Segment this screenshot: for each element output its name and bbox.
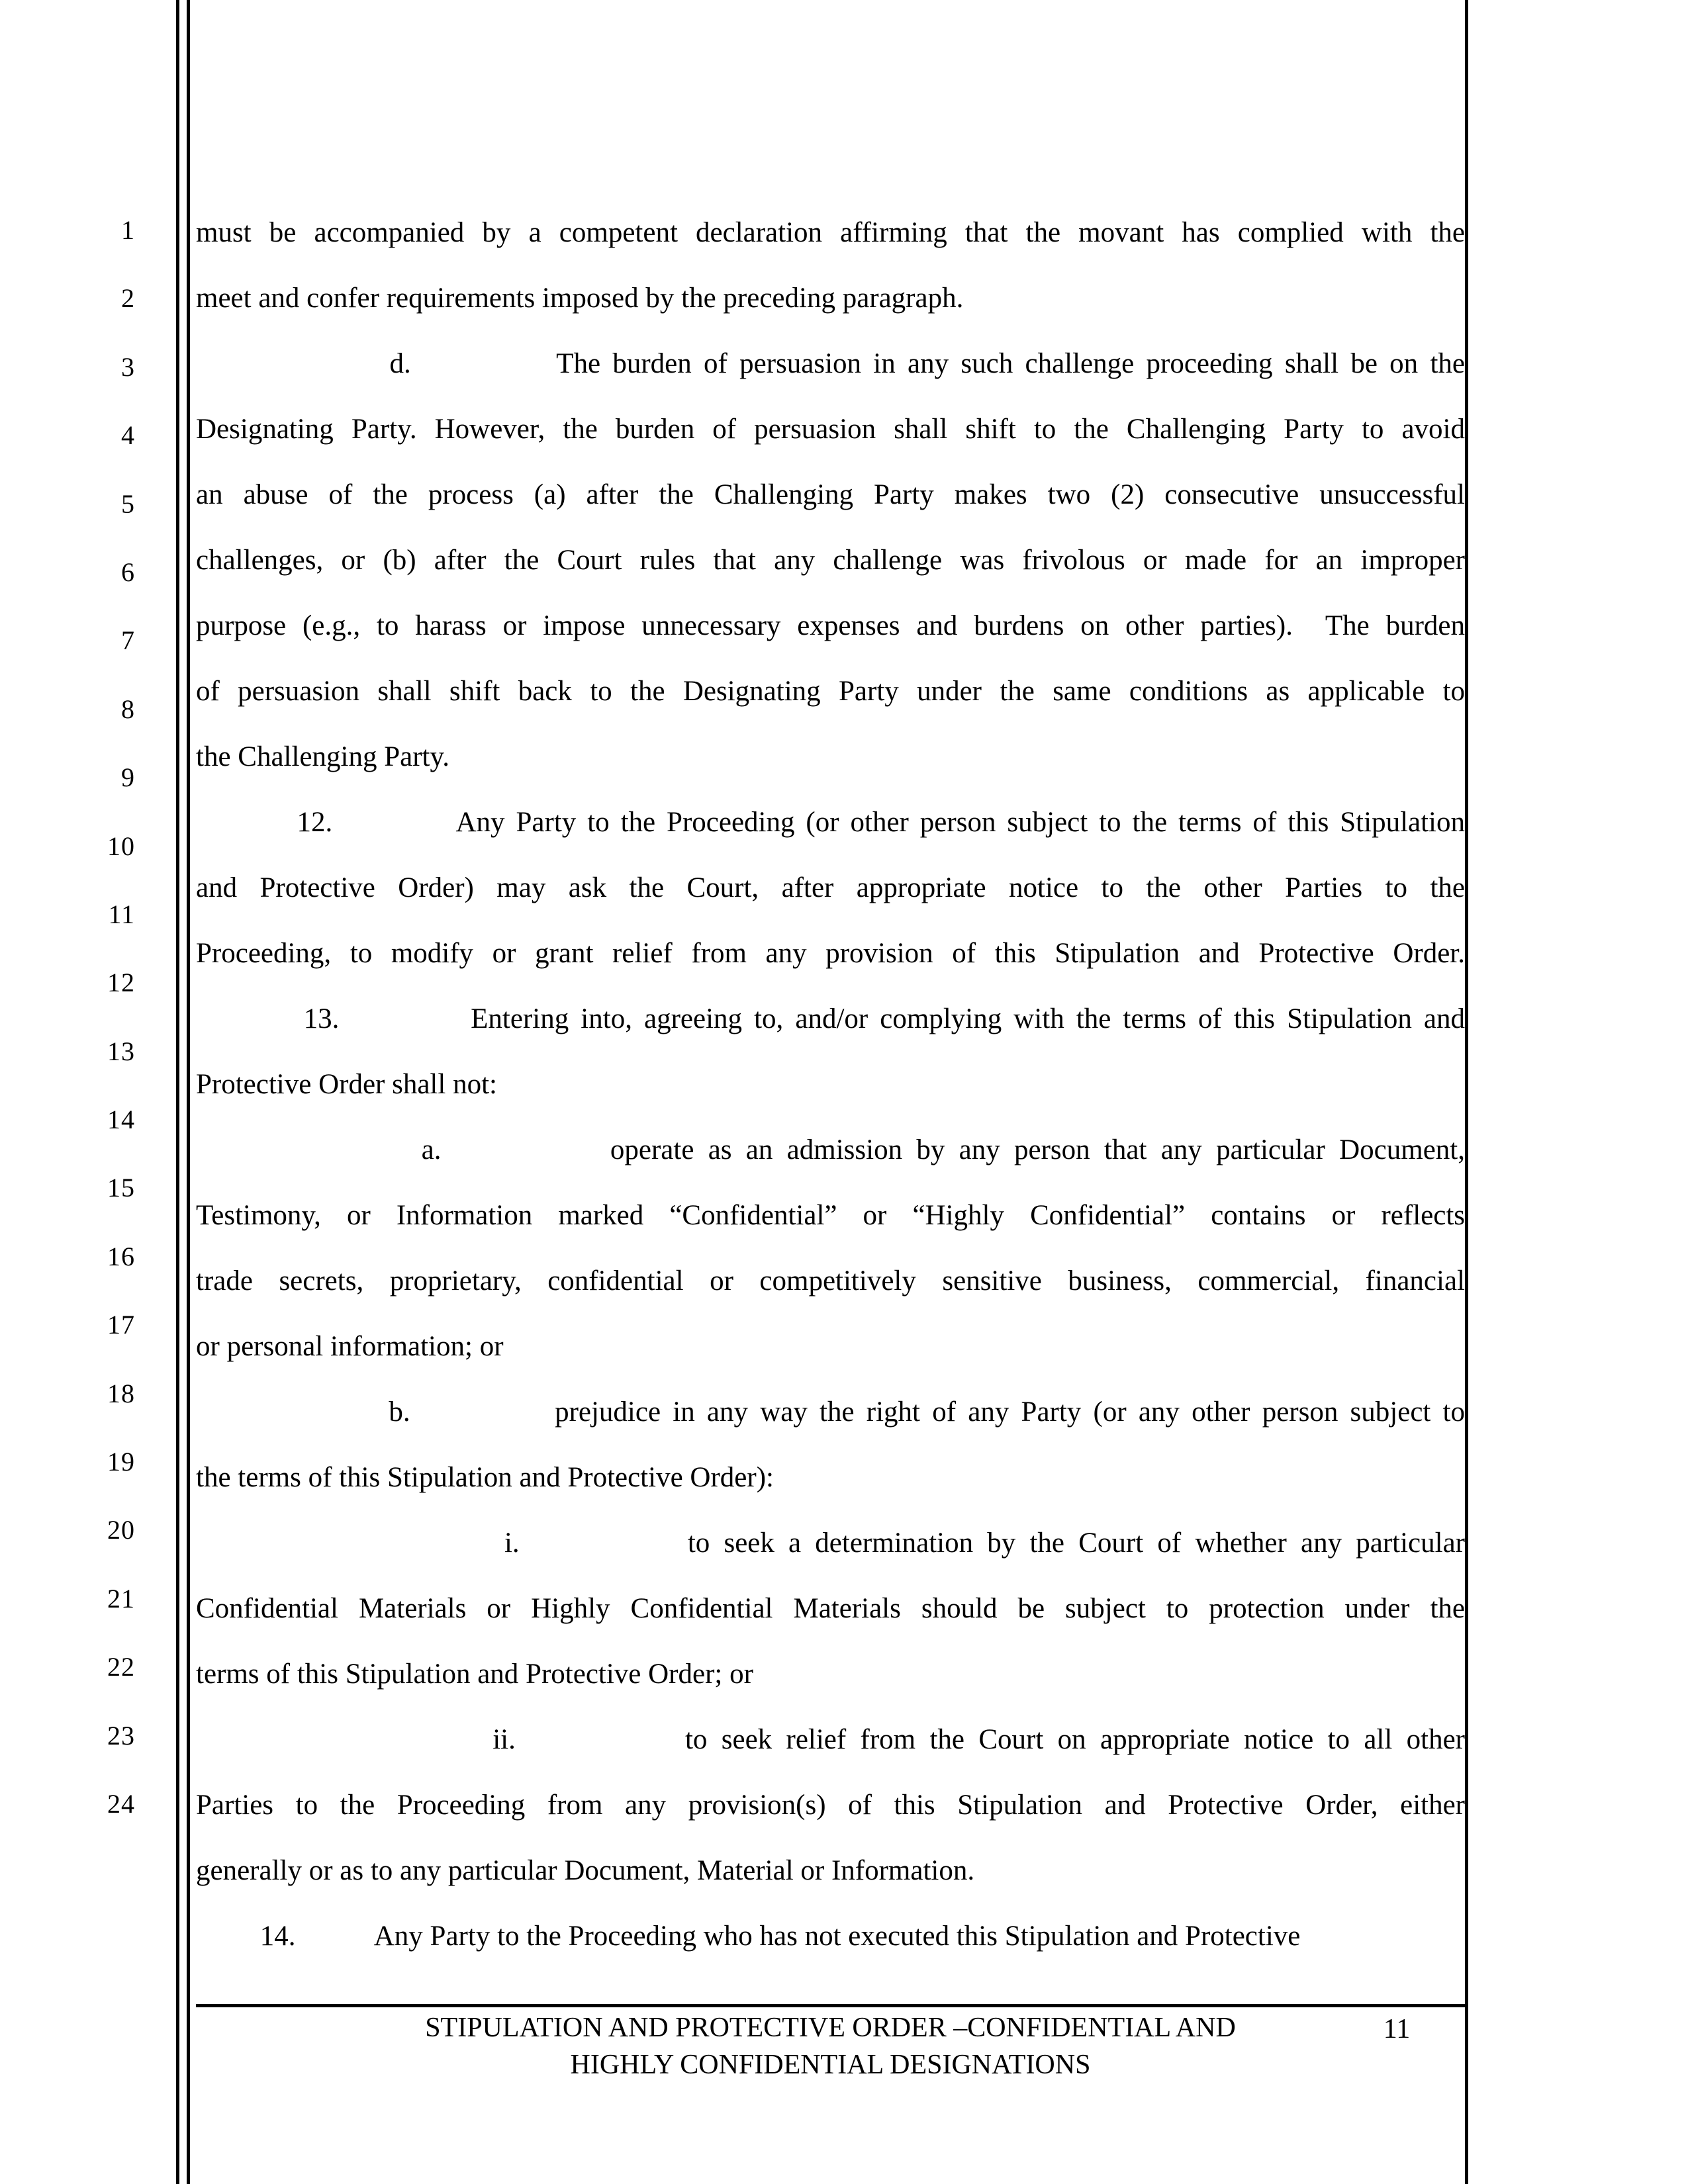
body-text-line: b. prejudice in any way the right of any Party (or any other person subject to xyxy=(196,1396,1465,1428)
body-text-line: ii. to seek relief from the Court on appropriate notice to all other xyxy=(196,1724,1465,1755)
body-text-line: trade secrets, proprietary, confidential or competitively sensitive business, commercial, financial xyxy=(196,1265,1465,1297)
line-number: 6 xyxy=(121,557,135,587)
line-number-gutter xyxy=(0,196,163,1838)
line-number: 9 xyxy=(121,762,135,793)
body-text-line: Parties to the Proceeding from any provision(s) of this Stipulation and Protective Order, either xyxy=(196,1790,1465,1821)
line-number: 18 xyxy=(107,1378,135,1408)
body-text-line: must be accompanied by a competent declaration affirming that the movant has complied with the xyxy=(196,217,1465,248)
line-number: 16 xyxy=(107,1241,135,1271)
body-text-line: purpose (e.g., to harass or impose unnecessary expenses and burdens on other parties). The burden xyxy=(196,610,1465,641)
line-number: 14 xyxy=(107,1105,135,1135)
line-number: 12 xyxy=(107,968,135,998)
body-text-line: Protective Order shall not: xyxy=(196,1069,497,1100)
line-number: 19 xyxy=(107,1447,135,1477)
footer-divider-rule xyxy=(196,2004,1465,2007)
footer-title-line-1: STIPULATION AND PROTECTIVE ORDER –CONFIDENTIAL AND xyxy=(425,2013,1236,2043)
footer-caption xyxy=(196,2009,1465,2083)
line-number: 7 xyxy=(121,625,135,656)
body-text-line: the terms of this Stipulation and Protective Order): xyxy=(196,1462,774,1493)
line-number: 20 xyxy=(107,1515,135,1545)
body-text-line: the Challenging Party. xyxy=(196,741,449,772)
line-number: 4 xyxy=(121,420,135,451)
left-outer-margin-rule xyxy=(176,0,179,2184)
body-text-line: of persuasion shall shift back to the Designating Party under the same conditions as applicable to xyxy=(196,676,1465,707)
body-text-line: Confidential Materials or Highly Confidential Materials should be subject to protection under the xyxy=(196,1593,1465,1624)
line-number: 11 xyxy=(108,899,135,929)
line-number: 2 xyxy=(121,283,135,314)
line-number: 15 xyxy=(107,1173,135,1203)
line-number: 24 xyxy=(107,1788,135,1819)
body-text-line: i. to seek a determination by the Court of whether any particular xyxy=(196,1527,1465,1559)
footer-title-line-2: HIGHLY CONFIDENTIAL DESIGNATIONS xyxy=(570,2050,1091,2080)
line-number: 22 xyxy=(107,1652,135,1682)
body-text-line: terms of this Stipulation and Protective Order; or xyxy=(196,1659,753,1690)
document-body-text xyxy=(196,200,1465,1969)
line-number: 3 xyxy=(121,351,135,382)
body-text-line: meet and confer requirements imposed by the preceding paragraph. xyxy=(196,283,964,314)
line-number: 21 xyxy=(107,1583,135,1614)
body-text-line: an abuse of the process (a) after the Challenging Party makes two (2) consecutive unsuccessful xyxy=(196,479,1465,510)
body-text-line: Designating Party. However, the burden of persuasion shall shift to the Challenging Party to avoid xyxy=(196,414,1465,445)
line-number: 13 xyxy=(107,1036,135,1066)
body-text-line: Testimony, or Information marked “Confidential” or “Highly Confidential” contains or reflects xyxy=(196,1200,1465,1231)
body-text-line: 14. Any Party to the Proceeding who has not executed this Stipulation and Protective xyxy=(196,1921,1301,1952)
body-text-line: 12. Any Party to the Proceeding (or other person subject to the terms of this Stipulation xyxy=(196,807,1465,838)
body-text-line: generally or as to any particular Document, Material or Information. xyxy=(196,1855,975,1886)
right-margin-rule xyxy=(1465,0,1468,2184)
left-inner-margin-rule xyxy=(187,0,190,2184)
line-number: 17 xyxy=(107,1310,135,1340)
body-text-line: d. The burden of persuasion in any such challenge proceeding shall be on the xyxy=(196,348,1465,379)
body-text-line: and Protective Order) may ask the Court, after appropriate notice to the other Parties to the xyxy=(196,872,1465,903)
line-number: 5 xyxy=(121,488,135,519)
body-text-line: or personal information; or xyxy=(196,1331,504,1362)
line-number: 23 xyxy=(107,1720,135,1751)
line-number: 1 xyxy=(121,215,135,245)
body-text-line: a. operate as an admission by any person that any particular Document, xyxy=(196,1134,1465,1165)
body-text-line: challenges, or (b) after the Court rules that any challenge was frivolous or made for an improper xyxy=(196,545,1465,576)
page-number: 11 xyxy=(1383,2014,1411,2044)
line-number: 8 xyxy=(121,694,135,724)
line-number: 10 xyxy=(107,831,135,861)
body-text-line: 13. Entering into, agreeing to, and/or complying with the terms of this Stipulation and xyxy=(196,1003,1465,1034)
body-text-line: Proceeding, to modify or grant relief from any provision of this Stipulation and Protective Order. xyxy=(196,938,1465,969)
